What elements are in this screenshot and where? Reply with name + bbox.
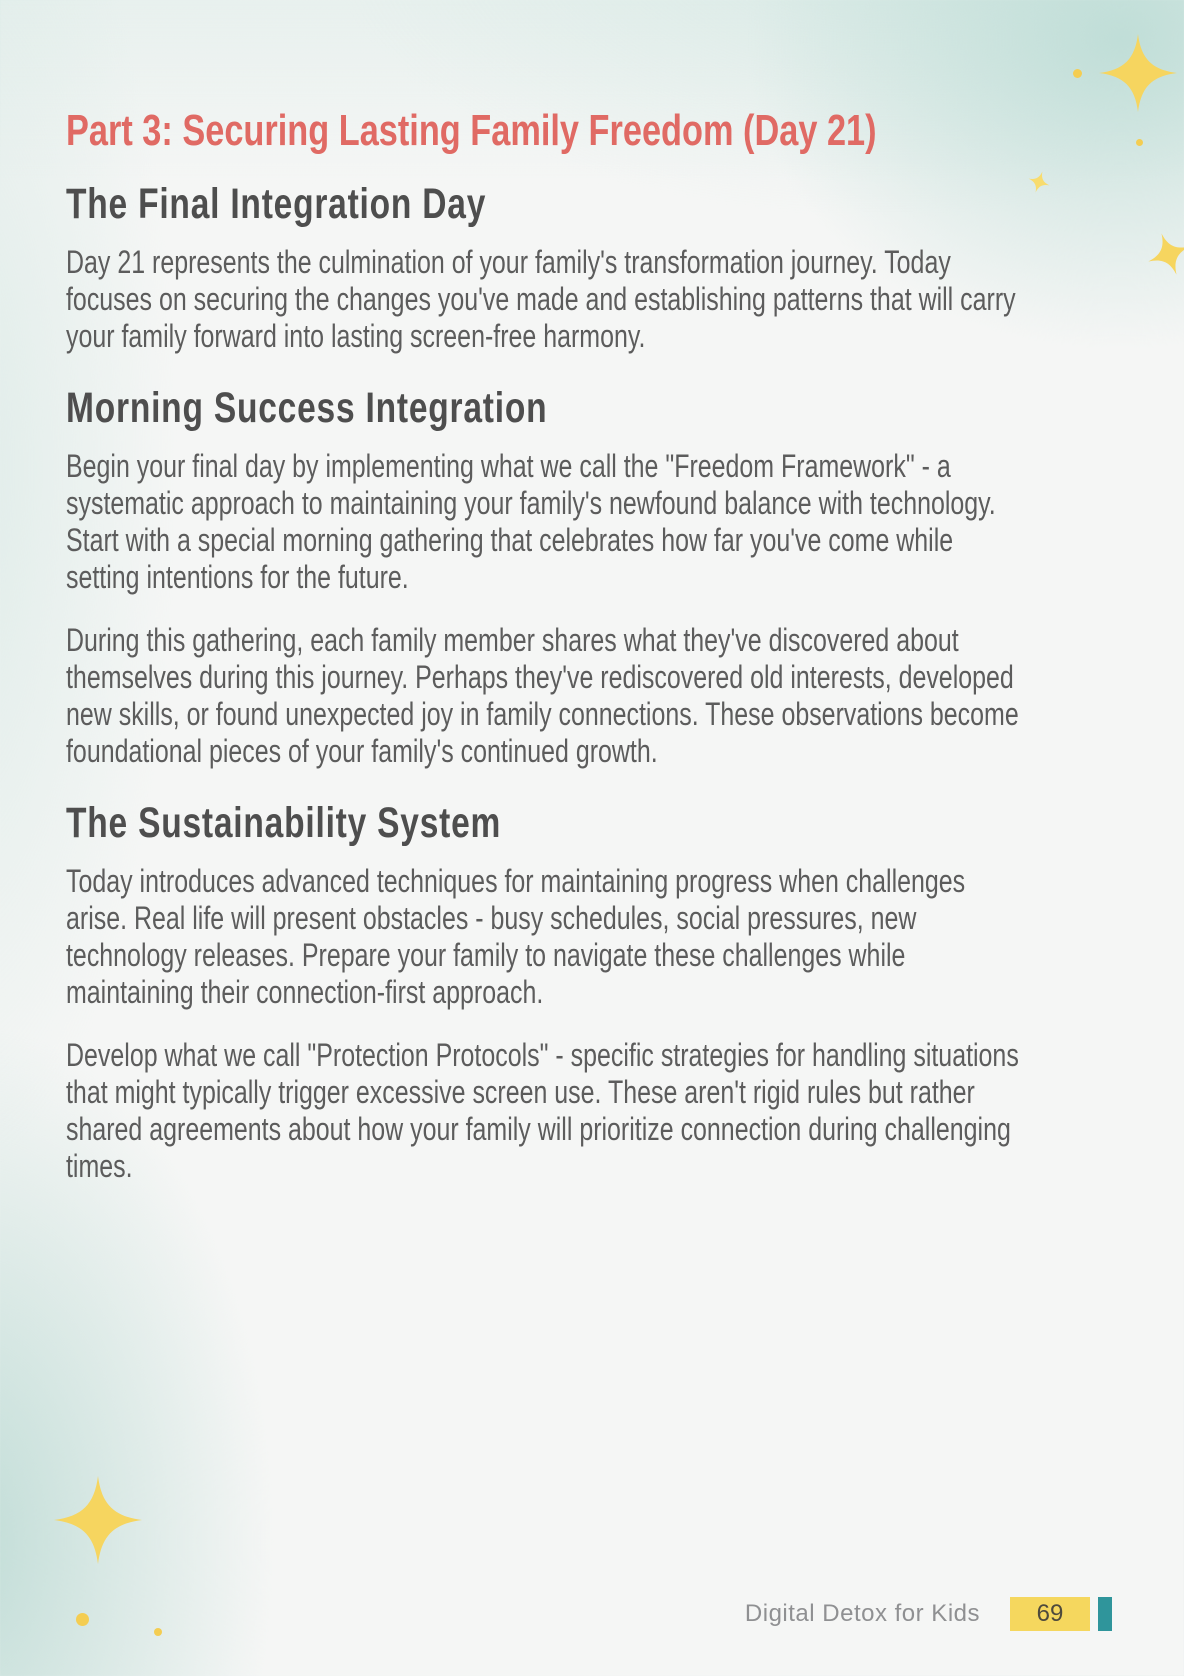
sparkle-icon [1099,34,1177,112]
section-morning-success-integration [66,381,1021,770]
section-heading: The Sustainability System [66,799,502,847]
sparkle-dot-icon [154,1628,162,1636]
sparkle-dot-icon [76,1613,89,1626]
paragraph: During this gathering, each family member shares what they've discovered about themselves during this journey. Perhaps they've rediscovered old interests, developed new skills, or found unexpected joy in family connections. These observations become foundational pieces of your family's continued growth. [66,622,1019,769]
page-footer [745,1596,1112,1632]
part-title: Part 3: Securing Lasting Family Freedom (Day 21) [66,106,877,155]
book-title: Digital Detox for Kids [744,1600,980,1627]
section-final-integration-day [66,177,1021,355]
paragraph: Day 21 represents the culmination of your family's transformation journey. Today focuses on securing the changes you've made and establishing patterns that will carry your family forward into lasting screen-free harmony. [66,244,1016,354]
sparkle-icon [54,1476,142,1564]
section-heading: Morning Success Integration [66,384,548,432]
sparkle-icon [1141,226,1184,282]
sparkle-icon [1025,168,1053,196]
paragraph: Today introduces advanced techniques for maintaining progress when challenges arise. Real life will present obstacles - busy schedules, social pressures, new technology releases. Prepare your family to navigate these challenges while maintaining their connection-first approach. [66,863,966,1010]
paragraph: Develop what we call "Protection Protocols" - specific strategies for handling situations that might typically trigger excessive screen use. These aren't rigid rules but rather shared agreements about how your family will prioritize connection during challenging times. [66,1037,1019,1184]
section-sustainability-system [66,796,1021,1185]
paragraph: Begin your final day by implementing what we call the "Freedom Framework" - a systematic approach to maintaining your family's newfound balance with technology. Start with a special morning gathering that celebrates how far you've come while setting intentions for the future. [66,448,996,595]
sparkle-dot-icon [1136,139,1143,146]
page-number-badge: 69 [1010,1597,1090,1631]
footer-accent-bar [1098,1597,1112,1631]
section-heading: The Final Integration Day [66,180,487,228]
page-content [66,104,1021,1211]
sparkle-dot-icon [1073,69,1082,78]
